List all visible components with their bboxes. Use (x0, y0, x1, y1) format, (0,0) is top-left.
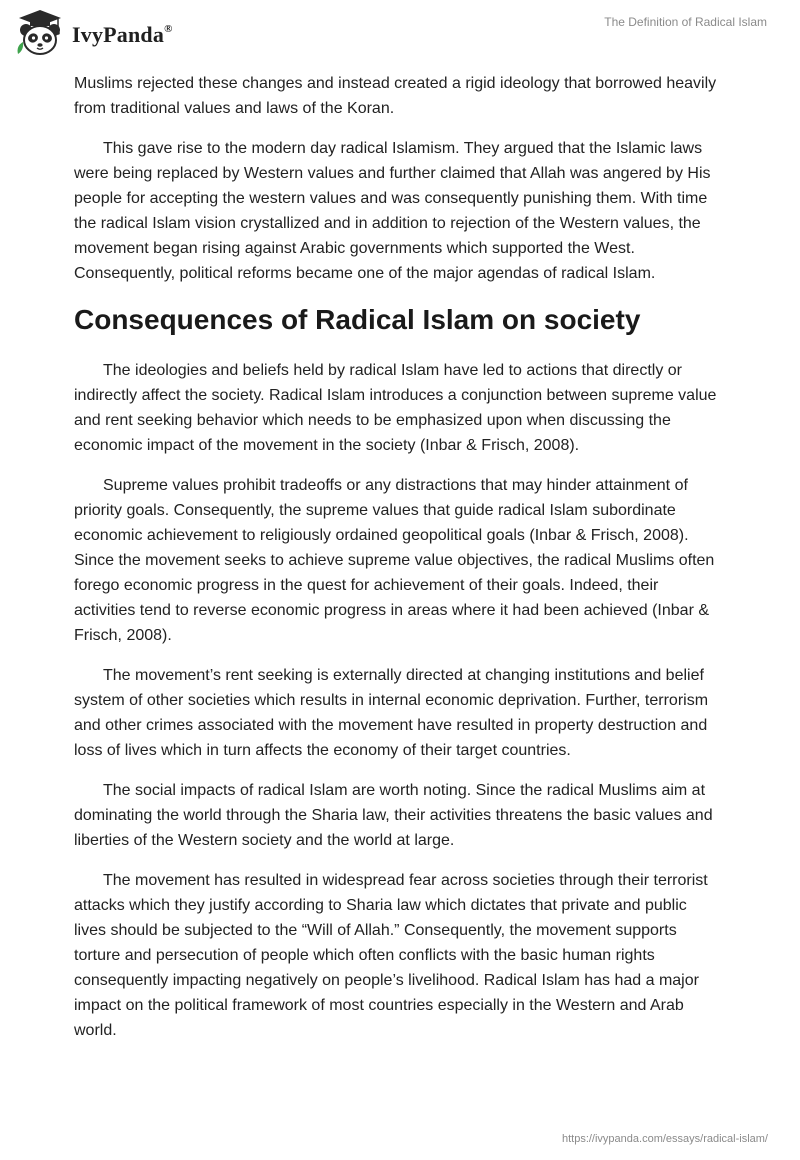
document-title: The Definition of Radical Islam (604, 15, 767, 29)
panda-graduate-logo-icon (14, 8, 66, 58)
page-header (0, 0, 800, 66)
paragraph-2: This gave rise to the modern day radical Islamism. They argued that the Islamic laws were being replaced by Western values and further claimed that Allah was angered by His people for accepting the western values and was consequently punishing them. With time the radical Islam vision crystallized and in addition to rejection of the Western values, the movement began rising against Arabic governments which supported the West. Consequently, political reforms became one of the major agendas of radical Islam. (74, 140, 711, 282)
source-url[interactable]: https://ivypanda.com/essays/radical-islam/ (561, 1133, 768, 1145)
registered-mark: ® (164, 22, 173, 35)
essay-content (74, 71, 720, 1058)
paragraph-7: The movement has resulted in widespread fear across societies through their terrorist attacks which they justify according to Sharia law which dictates that private and public lives should be subjected to the “Will of Allah.” Consequently, the movement supports torture and persecution of people which often conflicts with the basic human rights consequently impacting negatively on people’s livelihood. Radical Islam has had a major impact on the political framework of most countries especially in the Western and Arab world. (74, 872, 708, 1039)
brand-name (72, 22, 173, 48)
paragraph-6: The social impacts of radical Islam are worth noting. Since the radical Muslims aim at dominating the world through the Sharia law, their activities threatens the basic values and liberties of the Western society and the world at large. (74, 782, 713, 849)
paragraph-5: The movement’s rent seeking is externally directed at changing institutions and belief system of other societies which results in internal economic deprivation. Further, terrorism and other crimes associated with the movement have resulted in property destruction and loss of lives which in turn affects the economy of their target countries. (74, 667, 709, 759)
section-heading: Consequences of Radical Islam on society (74, 304, 641, 335)
paragraph-4: Supreme values prohibit tradeoffs or any distractions that may hinder attainment of priority goals. Consequently, the supreme values that guide radical Islam subordinate economic achievement to religiously ordained geopolitical goals (Inbar & Frisch, 2008). Since the movement seeks to achieve supreme value objectives, the radical Muslims often forego economic progress in the quest for achievement of their goals. Indeed, their activities tend to reverse economic progress in areas where it had been achieved (Inbar & Frisch, 2008). (74, 477, 715, 644)
paragraph-3: The ideologies and beliefs held by radical Islam have led to actions that directly or indirectly affect the society. Radical Islam introduces a conjunction between supreme value and rent seeking behavior which needs to be emphasized upon when discussing the economic impact of the movement in the society (Inbar & Frisch, 2008). (74, 362, 717, 454)
brand-name-text: IvyPanda (72, 22, 165, 47)
brand-logo[interactable] (14, 8, 173, 58)
paragraph-1: Muslims rejected these changes and instead created a rigid ideology that borrowed heavily from traditional values and laws of the Koran. (74, 75, 717, 117)
